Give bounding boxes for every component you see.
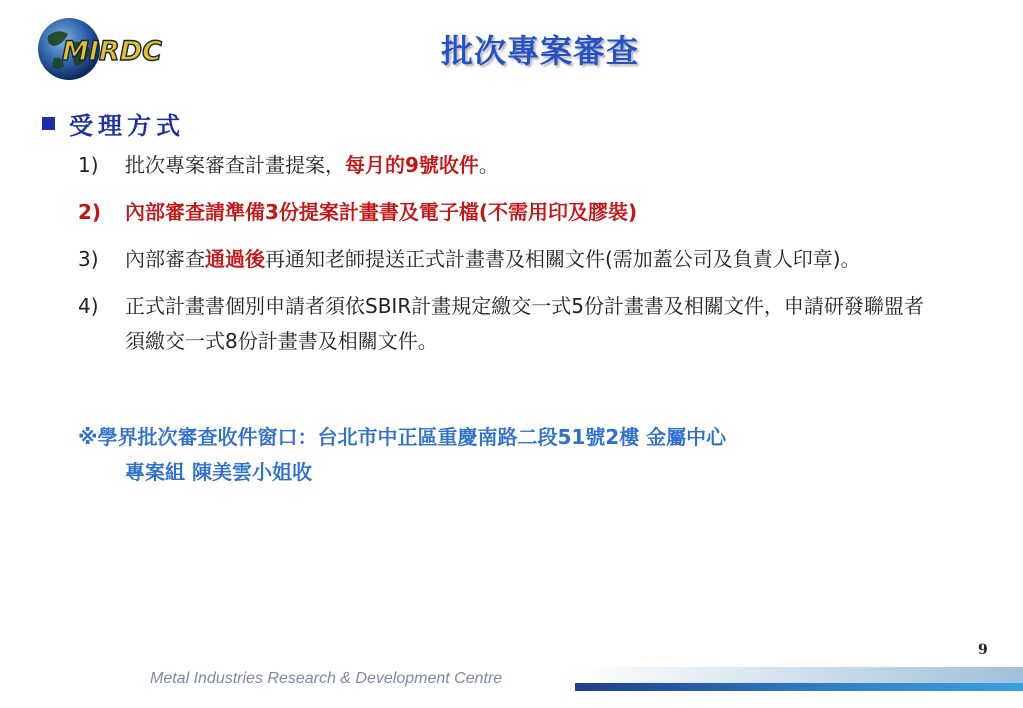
footer-bar-light bbox=[575, 667, 1023, 683]
section-title: 受理方式 bbox=[69, 111, 185, 140]
page-title: 批次專案審查 bbox=[440, 32, 639, 70]
mirdc-logo bbox=[34, 14, 194, 84]
square-bullet-icon bbox=[42, 117, 55, 130]
procedure-list bbox=[78, 148, 938, 371]
item-number: 1) bbox=[78, 153, 99, 177]
item-number: 3) bbox=[78, 247, 99, 271]
item-text: 內部審查通過後再通知老師提送正式計畫書及相關文件(需加蓋公司及負責人印章)。 bbox=[125, 247, 861, 271]
item-text: 內部審查請準備3份提案計畫書及電子檔(不需用印及膠裝) bbox=[125, 200, 638, 224]
item-number: 2) bbox=[78, 200, 102, 224]
contact-note-line2: 專案組 陳美雲小姐收 bbox=[125, 460, 312, 484]
globe-logo-icon bbox=[34, 14, 194, 84]
list-item bbox=[78, 289, 938, 359]
contact-note bbox=[78, 420, 938, 490]
contact-note-line1: ※學界批次審查收件窗口：台北市中正區重慶南路二段51號2樓 金屬中心 bbox=[78, 425, 727, 449]
item-number: 4) bbox=[78, 294, 99, 318]
highlight-text: 每月的9號收件 bbox=[345, 153, 479, 177]
page-number: 9 bbox=[978, 642, 988, 658]
section-header bbox=[42, 106, 185, 141]
footer-org-name: Metal Industries Research & Development Centre bbox=[150, 670, 503, 687]
svg-text:MIRDC: MIRDC bbox=[62, 36, 162, 67]
item-text: 批次專案審查計畫提案，每月的9號收件。 bbox=[125, 153, 499, 177]
list-item bbox=[78, 195, 938, 230]
highlight-text: 通過後 bbox=[205, 247, 265, 271]
footer-bar-dark bbox=[575, 683, 1023, 691]
list-item bbox=[78, 148, 938, 183]
item-text: 正式計畫書個別申請者須依SBIR計畫規定繳交一式5份計畫書及相關文件，申請研發聯盟者須繳交一式8份計畫書及相關文件。 bbox=[125, 294, 924, 353]
list-item bbox=[78, 242, 938, 277]
